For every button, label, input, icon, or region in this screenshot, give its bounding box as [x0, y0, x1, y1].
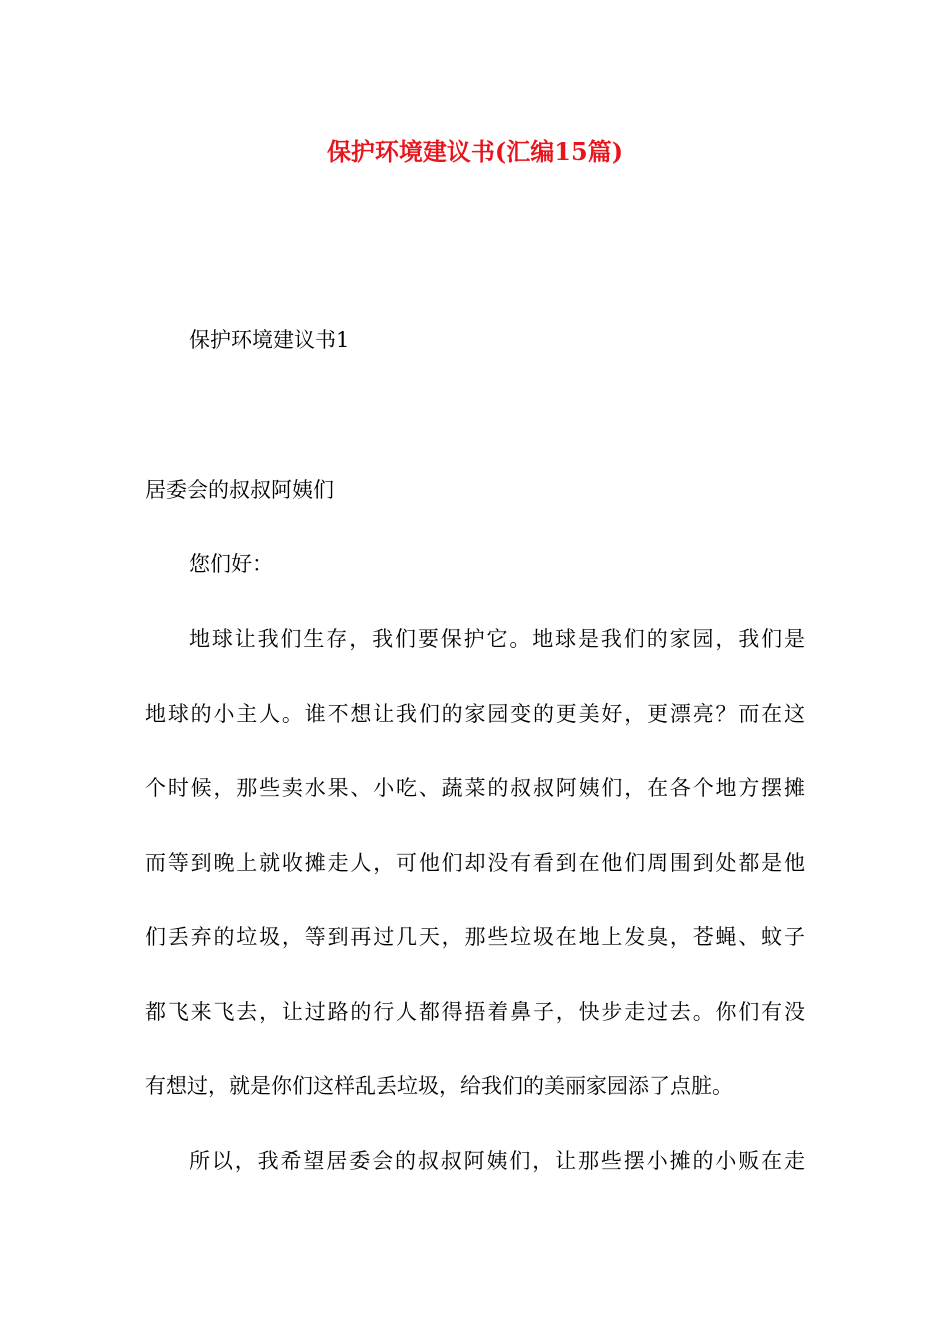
paragraph-line: 而等到晚上就收摊走人，可他们却没有看到在他们周围到处都是他 [145, 850, 805, 875]
paragraph-line: 都飞来飞去，让过路的行人都得捂着鼻子，快步走过去。你们有没 [145, 999, 805, 1024]
paragraph-line: 所以，我希望居委会的叔叔阿姨们，让那些摆小摊的小贩在走 [189, 1149, 805, 1173]
section-heading: 保护环境建议书1 [189, 328, 350, 352]
body-paragraph-2 [145, 1124, 805, 1199]
paragraph-line: 有想过，就是你们这样乱丢垃圾，给我们的美丽家园添了点脏。 [145, 1074, 733, 1098]
letter-greeting: 您们好： [189, 552, 273, 576]
letter-salutation: 居委会的叔叔阿姨们 [145, 478, 334, 502]
paragraph-line: 地球的小主人。谁不想让我们的家园变的更美好，更漂亮？而在这 [145, 701, 805, 726]
paragraph-line: 们丢弃的垃圾，等到再过几天，那些垃圾在地上发臭，苍蝇、蚊子 [145, 925, 805, 949]
document-title: 保护环境建议书(汇编15篇) [326, 137, 624, 166]
body-paragraph-1 [145, 602, 805, 1124]
paragraph-line: 地球让我们生存，我们要保护它。地球是我们的家园，我们是 [189, 627, 805, 651]
paragraph-line: 个时候，那些卖水果、小吃、蔬菜的叔叔阿姨们，在各个地方摆摊 [145, 776, 805, 800]
